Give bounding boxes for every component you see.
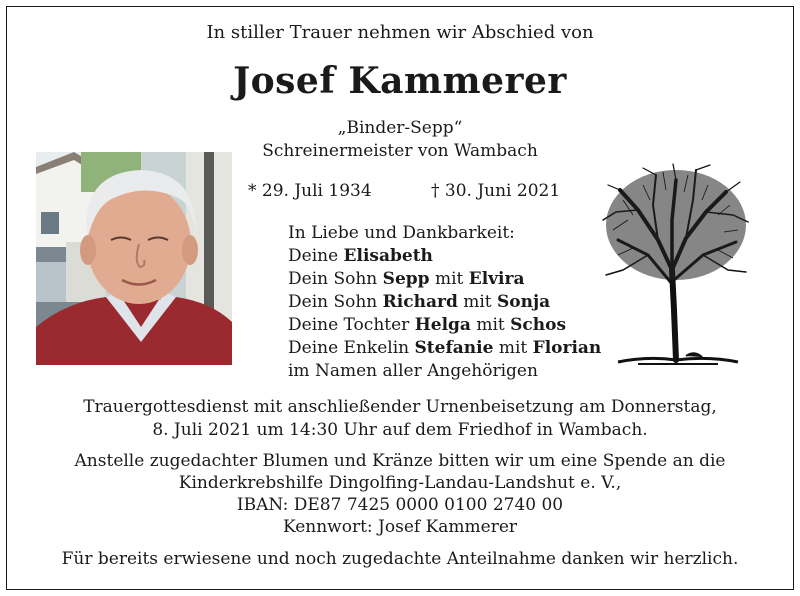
mourner-name: Stefanie bbox=[414, 338, 494, 358]
tree-illustration bbox=[598, 160, 754, 368]
nickname: „Binder-Sepp“ bbox=[337, 118, 463, 138]
profession: Schreinermeister von Wambach bbox=[262, 141, 538, 161]
service-line-1: Trauergottesdienst mit anschließender Urnenbeisetzung am Donnerstag, bbox=[83, 397, 717, 417]
mourners-list bbox=[288, 222, 601, 383]
mourner-line bbox=[288, 245, 601, 268]
portrait-photo bbox=[36, 152, 232, 365]
relation-text: Dein Sohn bbox=[288, 292, 383, 312]
donation-keyword: Kennwort: Josef Kammerer bbox=[282, 517, 518, 537]
connector-text: mit bbox=[470, 315, 511, 335]
mourner-line bbox=[288, 314, 601, 337]
connector-text: mit bbox=[429, 269, 469, 289]
relation-text: Dein Sohn bbox=[288, 269, 383, 289]
mourner-name: Elisabeth bbox=[343, 246, 433, 266]
relation-text: Deine Tochter bbox=[288, 315, 415, 335]
donation-line-1: Anstelle zugedachter Blumen und Kränze bitten wir um eine Spende an die bbox=[74, 451, 726, 471]
mourner-line bbox=[288, 291, 601, 314]
donation-line-2: Kinderkrebshilfe Dingolfing-Landau-Landshut e. V., bbox=[178, 473, 622, 493]
thanks-text: Für bereits erwiesene und noch zugedachte Anteilnahme danken wir herzlich. bbox=[61, 549, 739, 569]
death-date: † 30. Juni 2021 bbox=[431, 181, 561, 201]
mourners-closing: im Namen aller Angehörigen bbox=[288, 361, 538, 381]
partner-name: Florian bbox=[532, 338, 602, 358]
connector-text: mit bbox=[457, 292, 498, 312]
mourners-heading: In Liebe und Dankbarkeit: bbox=[288, 223, 515, 243]
mourner-name: Helga bbox=[414, 315, 471, 335]
connector-text: mit bbox=[493, 338, 533, 358]
service-info bbox=[0, 396, 800, 442]
partner-name: Schos bbox=[510, 315, 567, 335]
deceased-name: Josef Kammerer bbox=[233, 60, 567, 102]
mourner-line bbox=[288, 337, 601, 360]
partner-name: Elvira bbox=[468, 269, 525, 289]
relation-text: Deine Enkelin bbox=[288, 338, 415, 358]
partner-name: Sonja bbox=[497, 292, 551, 312]
relation-text: Deine bbox=[288, 246, 344, 266]
birth-date: * 29. Juli 1934 bbox=[248, 181, 372, 201]
mourner-name: Richard bbox=[382, 292, 458, 312]
donation-info bbox=[0, 450, 800, 538]
intro-text: In stiller Trauer nehmen wir Abschied von bbox=[206, 22, 594, 43]
donation-iban: IBAN: DE87 7425 0000 0100 2740 00 bbox=[236, 495, 564, 515]
mourner-line bbox=[288, 268, 601, 291]
mourner-name: Sepp bbox=[382, 269, 430, 289]
service-line-2: 8. Juli 2021 um 14:30 Uhr auf dem Friedhof in Wambach. bbox=[152, 420, 648, 440]
